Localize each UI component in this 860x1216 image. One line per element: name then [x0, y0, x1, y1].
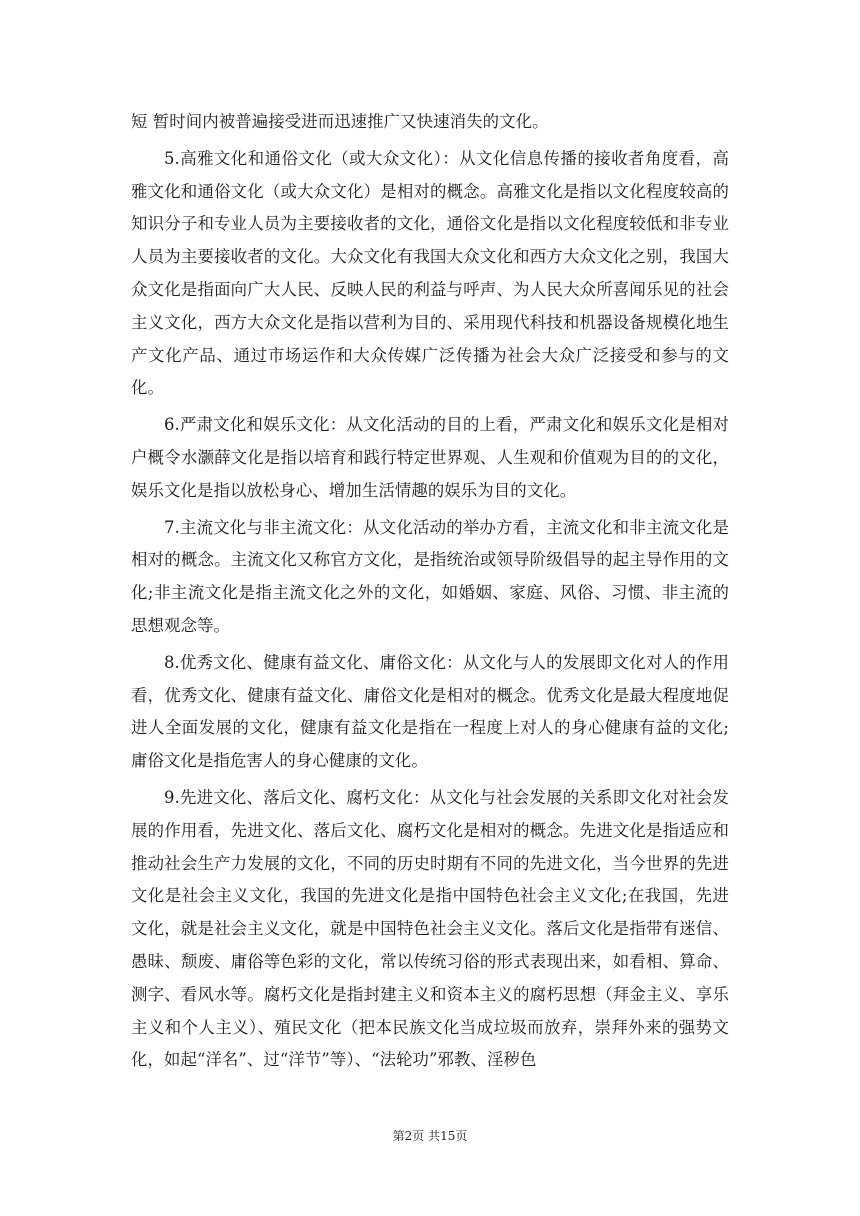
page-body	[131, 106, 729, 1081]
paragraph-continuation: 短 暂时间内被普遍接受进而迅速推广又快速消失的文化。	[131, 112, 549, 131]
paragraph-5-elite-popular-culture: 5.高雅文化和通俗文化（或大众文化）：从文化信息传播的接收者角度看，高雅文化和通俗文化（或大众文化）是相对的概念。高雅文化是指以文化程度较高的知识分子和专业人员为主要接收者的文化，通俗文化是指以文化程度较低和非专业人员为主要接收者的文化。大众文化有我国大众文化和西方大众文化之别，我国大众文化是指面向广大人民、反映人民的利益与呼声、为人民大众所喜闻乐见的社会主义文化，西方大众文化是指以营利为目的、采用现代科技和机器设备规模化地生产文化产品、通过市场运作和大众传媒广泛传播为社会大众广泛接受和参与的文化。	[131, 148, 729, 398]
paragraph-8-excellent-healthy-vulgar-culture: 8.优秀文化、健康有益文化、庸俗文化：从文化与人的发展即文化对人的作用看，优秀文化、健康有益文化、庸俗文化是相对的概念。优秀文化是最大程度地促进人全面发展的文化，健康有益文化是指在一程度上对人的身心健康有益的文化;庸俗文化是指危害人的身心健康的文化。	[131, 652, 729, 771]
paragraph-6-serious-entertainment-culture: 6.严肃文化和娱乐文化：从文化活动的目的上看，严肃文化和娱乐文化是相对户概令水灏薛文化是指以培育和践行特定世界观、人生观和价值观为目的的文化，娱乐文化是指以放松身心、增加生活情趣的娱乐为目的文化。	[131, 415, 729, 500]
paragraph-7-mainstream-culture: 7.主流文化与非主流文化：从文化活动的举办方看，主流文化和非主流文化是相对的概念。主流文化又称官方文化，是指统治或领导阶级倡导的起主导作用的文化;非主流文化是指主流文化之外的文化，如婚姻、家庭、风俗、习惯、非主流的思想观念等。	[131, 517, 729, 635]
paragraph-9-advanced-backward-decadent-culture: 9.先进文化、落后文化、腐朽文化：从文化与社会发展的关系即文化对社会发展的作用看，先进文化、落后文化、腐朽文化是相对的概念。先进文化是指适应和推动社会生产力发展的文化，不同的历史时期有不同的先进文化，当今世界的先进文化是社会主义文化，我国的先进文化是指中国特色社会主义文化;在我国，先进文化，就是社会主义文化，就是中国特色社会主义文化。落后文化是指带有迷信、愚昧、颓废、庸俗等色彩的文化，常以传统习俗的形式表现出来，如看相、算命、测字、看风水等。腐朽文化是指封建主义和资本主义的腐朽思想（拜金主义、享乐主义和个人主义）、殖民文化（把本民族文化当成垃圾而放弃，崇拜外来的强势文化，如起“洋名”、过“洋节”等）、“法轮功”邪教、淫秽色	[131, 787, 729, 1070]
page-number-footer: 第2页 共15页	[392, 1129, 468, 1143]
